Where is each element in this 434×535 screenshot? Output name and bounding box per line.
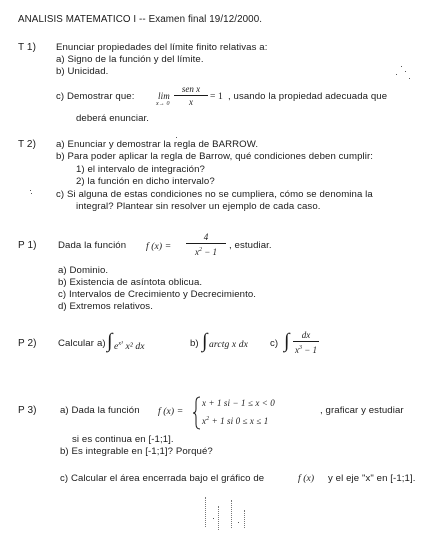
p2-a-integral-sign: ∫	[107, 330, 113, 352]
p1-suffix: , estudiar.	[229, 240, 272, 251]
scan-speck	[31, 193, 32, 194]
scan-speck	[176, 137, 177, 138]
p1-intro: Dada la función	[58, 240, 127, 251]
t1-fraction	[174, 84, 208, 107]
p2-a-integrand	[114, 339, 145, 352]
p1-fraction-bar	[186, 243, 226, 244]
t2-label: T 2)	[18, 139, 36, 150]
scan-speck	[30, 190, 31, 191]
t2-item-b1: 1) el intervalo de integración?	[76, 164, 205, 175]
p2-a-exponent: x³	[118, 341, 124, 347]
p3-a-suffix: , graficar y estudiar	[320, 405, 404, 416]
p3-brace	[192, 396, 202, 430]
p2-c-integral-sign: ∫	[284, 330, 290, 352]
p3-case-2-rest: + 1 si 0 ≤ x ≤ 1	[209, 416, 269, 426]
t1-fraction-bar	[174, 95, 208, 96]
scan-speck	[396, 74, 397, 75]
p2-a-label: a)	[97, 338, 106, 349]
t1-equals-one: = 1	[210, 91, 223, 102]
p3-case-2-exponent: 2	[206, 416, 210, 422]
p2-c-denominator-rest: − 1	[301, 345, 318, 355]
p1-function-name: f (x) =	[146, 241, 172, 252]
p2-c-numerator: dx	[301, 330, 311, 340]
p1-item-c: c) Intervalos de Crecimiento y Decrecimiento.	[58, 289, 257, 300]
p3-function-name: f (x) =	[158, 406, 184, 417]
t1-item-a: a) Signo de la función y del límite.	[56, 54, 204, 65]
p1-item-a: a) Dominio.	[58, 265, 109, 276]
p2-b-integral-sign: ∫	[202, 330, 208, 352]
t1-lim-subscript: x→ 0	[156, 101, 170, 107]
exam-header: ANALISIS MATEMATICO I -- Examen final 19/12/2000.	[18, 14, 263, 25]
scan-speck	[401, 66, 402, 67]
scan-noise	[231, 500, 232, 528]
t1-fraction-numerator: sen x	[181, 84, 201, 94]
t1-item-c-prefix: c) Demostrar que:	[56, 91, 135, 102]
t1-label: T 1)	[18, 42, 36, 53]
p1-denominator-rest: − 1	[201, 247, 218, 257]
p1-label: P 1)	[18, 240, 37, 251]
p2-c-denominator-var: x	[294, 345, 299, 355]
scan-speck	[213, 518, 214, 519]
scan-speck	[405, 71, 406, 72]
p3-a-continuation: si es continua en [-1;1].	[72, 434, 174, 445]
t2-item-b: b) Para poder aplicar la regla de Barrow, qué condiciones deben cumplir:	[56, 151, 374, 162]
p2-c-fraction-bar	[293, 341, 319, 342]
p2-b-integrand: arctg x dx	[209, 339, 249, 350]
t2-item-c-continuation: integral? Plantear sin resolver un ejemplo de cada caso.	[76, 201, 321, 212]
p2-b-label: b)	[190, 338, 199, 349]
p3-item-b: b) Es integrable en [-1;1]? Porqué?	[60, 446, 213, 457]
p1-numerator: 4	[203, 232, 209, 242]
p1-item-d: d) Extremos relativos.	[58, 301, 153, 312]
t1-item-c-continuation: deberá enunciar.	[76, 113, 150, 124]
t2-item-c: c) Si alguna de estas condiciones no se cumpliera, cómo se denomina la	[56, 189, 373, 200]
scan-noise	[244, 510, 245, 528]
p3-item-c-prefix: c) Calcular el área encerrada bajo el gráfico de	[60, 473, 265, 484]
p3-a-intro: a) Dada la función	[60, 405, 140, 416]
scan-speck	[238, 522, 239, 523]
p3-case-2	[202, 414, 268, 427]
p2-c-label: c)	[270, 338, 279, 349]
p3-item-c-suffix: y el eje "x" en [-1;1].	[328, 473, 416, 484]
p2-a-base: e	[114, 341, 119, 353]
p2-a-rest: x² dx	[123, 341, 145, 353]
scan-noise	[205, 497, 206, 527]
p3-label: P 3)	[18, 405, 37, 416]
p3-case-2-var: x	[202, 416, 207, 426]
p2-c-denominator-exponent: 3	[298, 345, 302, 351]
t1-intro: Enunciar propiedades del límite finito relativas a:	[56, 42, 268, 53]
t1-fraction-denominator: x	[189, 97, 193, 107]
scan-speck	[409, 78, 410, 79]
p3-item-c-function: f (x)	[298, 473, 315, 484]
t2-item-a: a) Enunciar y demostrar la regla de BARROW.	[56, 139, 259, 150]
p3-case-1: x + 1 si − 1 ≤ x < 0	[202, 398, 275, 408]
p1-denominator-exponent: 2	[198, 247, 202, 253]
t1-lim: lim	[158, 91, 170, 101]
t1-item-b: b) Unicidad.	[56, 66, 109, 77]
p1-item-b: b) Existencia de asíntota oblicua.	[58, 277, 203, 288]
p2-label: P 2)	[18, 338, 37, 349]
t2-item-b2: 2) la función en dicho intervalo?	[76, 176, 215, 187]
p1-fraction	[186, 232, 226, 257]
scan-noise	[218, 506, 219, 530]
t1-item-c-suffix: , usando la propiedad adecuada que	[228, 91, 388, 102]
p2-c-fraction	[293, 330, 319, 355]
p2-intro: Calcular	[58, 338, 94, 349]
p1-denominator-var: x	[194, 247, 199, 257]
